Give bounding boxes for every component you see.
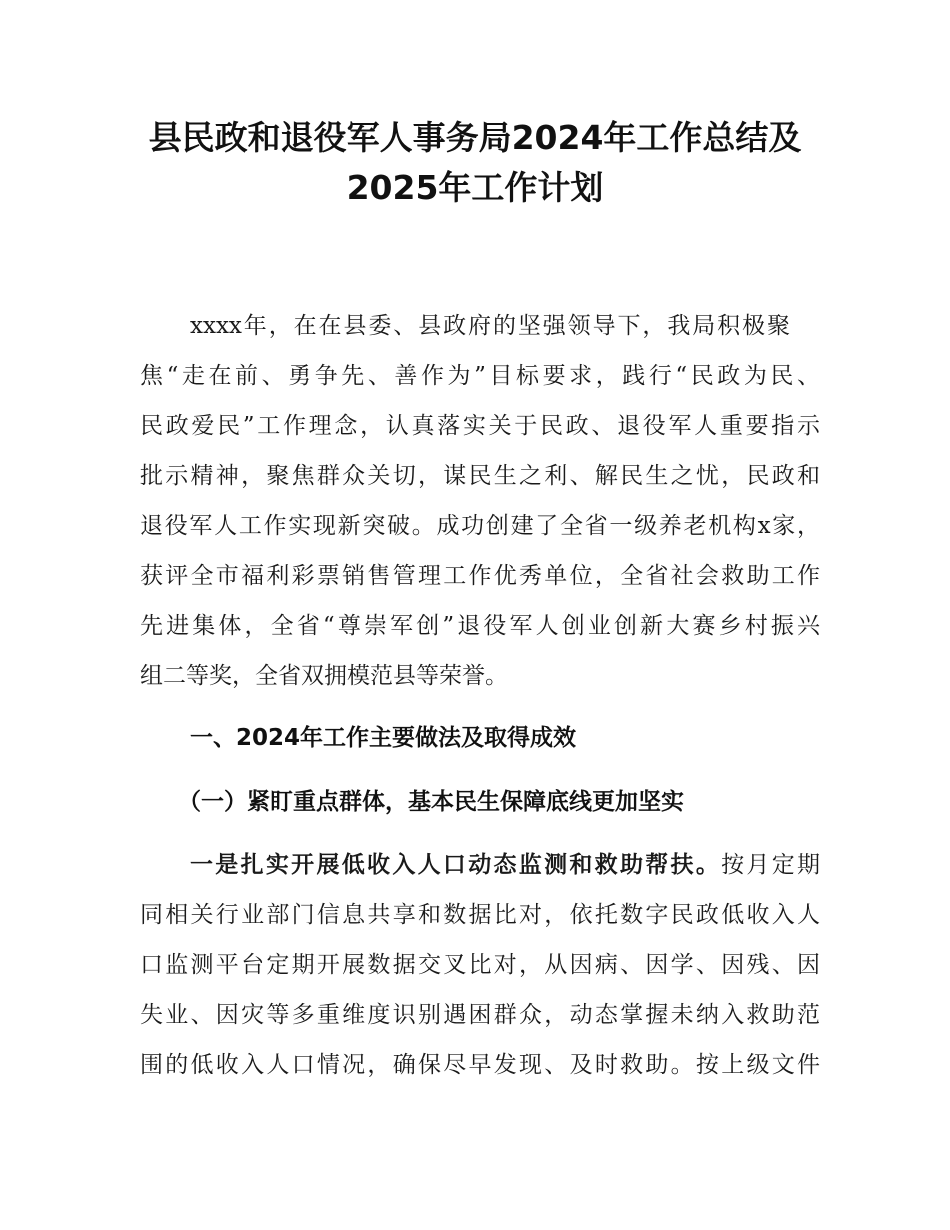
item-lead-line xyxy=(190,840,820,890)
item-line: 失业、因灾等多重维度识别遇困群众，动态掌握未纳入救助范 xyxy=(140,1002,820,1028)
intro-line: 焦“走在前、勇争先、善作为”目标要求，践行“民政为民、 xyxy=(140,363,820,389)
item-lead-bold: 一是扎实开展低收入人口动态监测和救助帮扶。 xyxy=(190,852,722,878)
item-lead-rest: 按月定期 xyxy=(721,852,821,878)
section-heading: 一、2024年工作主要做法及取得成效 xyxy=(190,725,577,751)
intro-line: 先进集体，全省“尊崇军创”退役军人创业创新大赛乡村振兴 xyxy=(140,613,820,639)
intro-line: 批示精神，聚焦群众关切，谋民生之利、解民生之忧，民政和 xyxy=(140,463,820,489)
document-title-line-2: 2025年工作计划 xyxy=(346,168,604,207)
document-title-line-1: 县民政和退役军人事务局2024年工作总结及 xyxy=(148,118,802,157)
intro-line: 退役军人工作实现新突破。成功创建了全省一级养老机构x家， xyxy=(140,513,820,539)
intro-line: 民政爱民”工作理念，认真落实关于民政、退役军人重要指示 xyxy=(140,413,820,439)
intro-line: 获评全市福利彩票销售管理工作优秀单位，全省社会救助工作 xyxy=(140,563,820,589)
subsection-heading: （一）紧盯重点群体，基本民生保障底线更加坚实 xyxy=(178,789,684,815)
item-line: 围的低收入人口情况，确保尽早发现、及时救助。按上级文件 xyxy=(140,1052,820,1078)
item-line: 同相关行业部门信息共享和数据比对，依托数字民政低收入人 xyxy=(140,902,820,928)
item-line: 口监测平台定期开展数据交叉比对，从因病、因学、因残、因 xyxy=(140,952,820,978)
intro-line: xxxx年，在在县委、县政府的坚强领导下，我局积极聚 xyxy=(190,313,790,339)
intro-line: 组二等奖，全省双拥模范县等荣誉。 xyxy=(140,663,508,689)
